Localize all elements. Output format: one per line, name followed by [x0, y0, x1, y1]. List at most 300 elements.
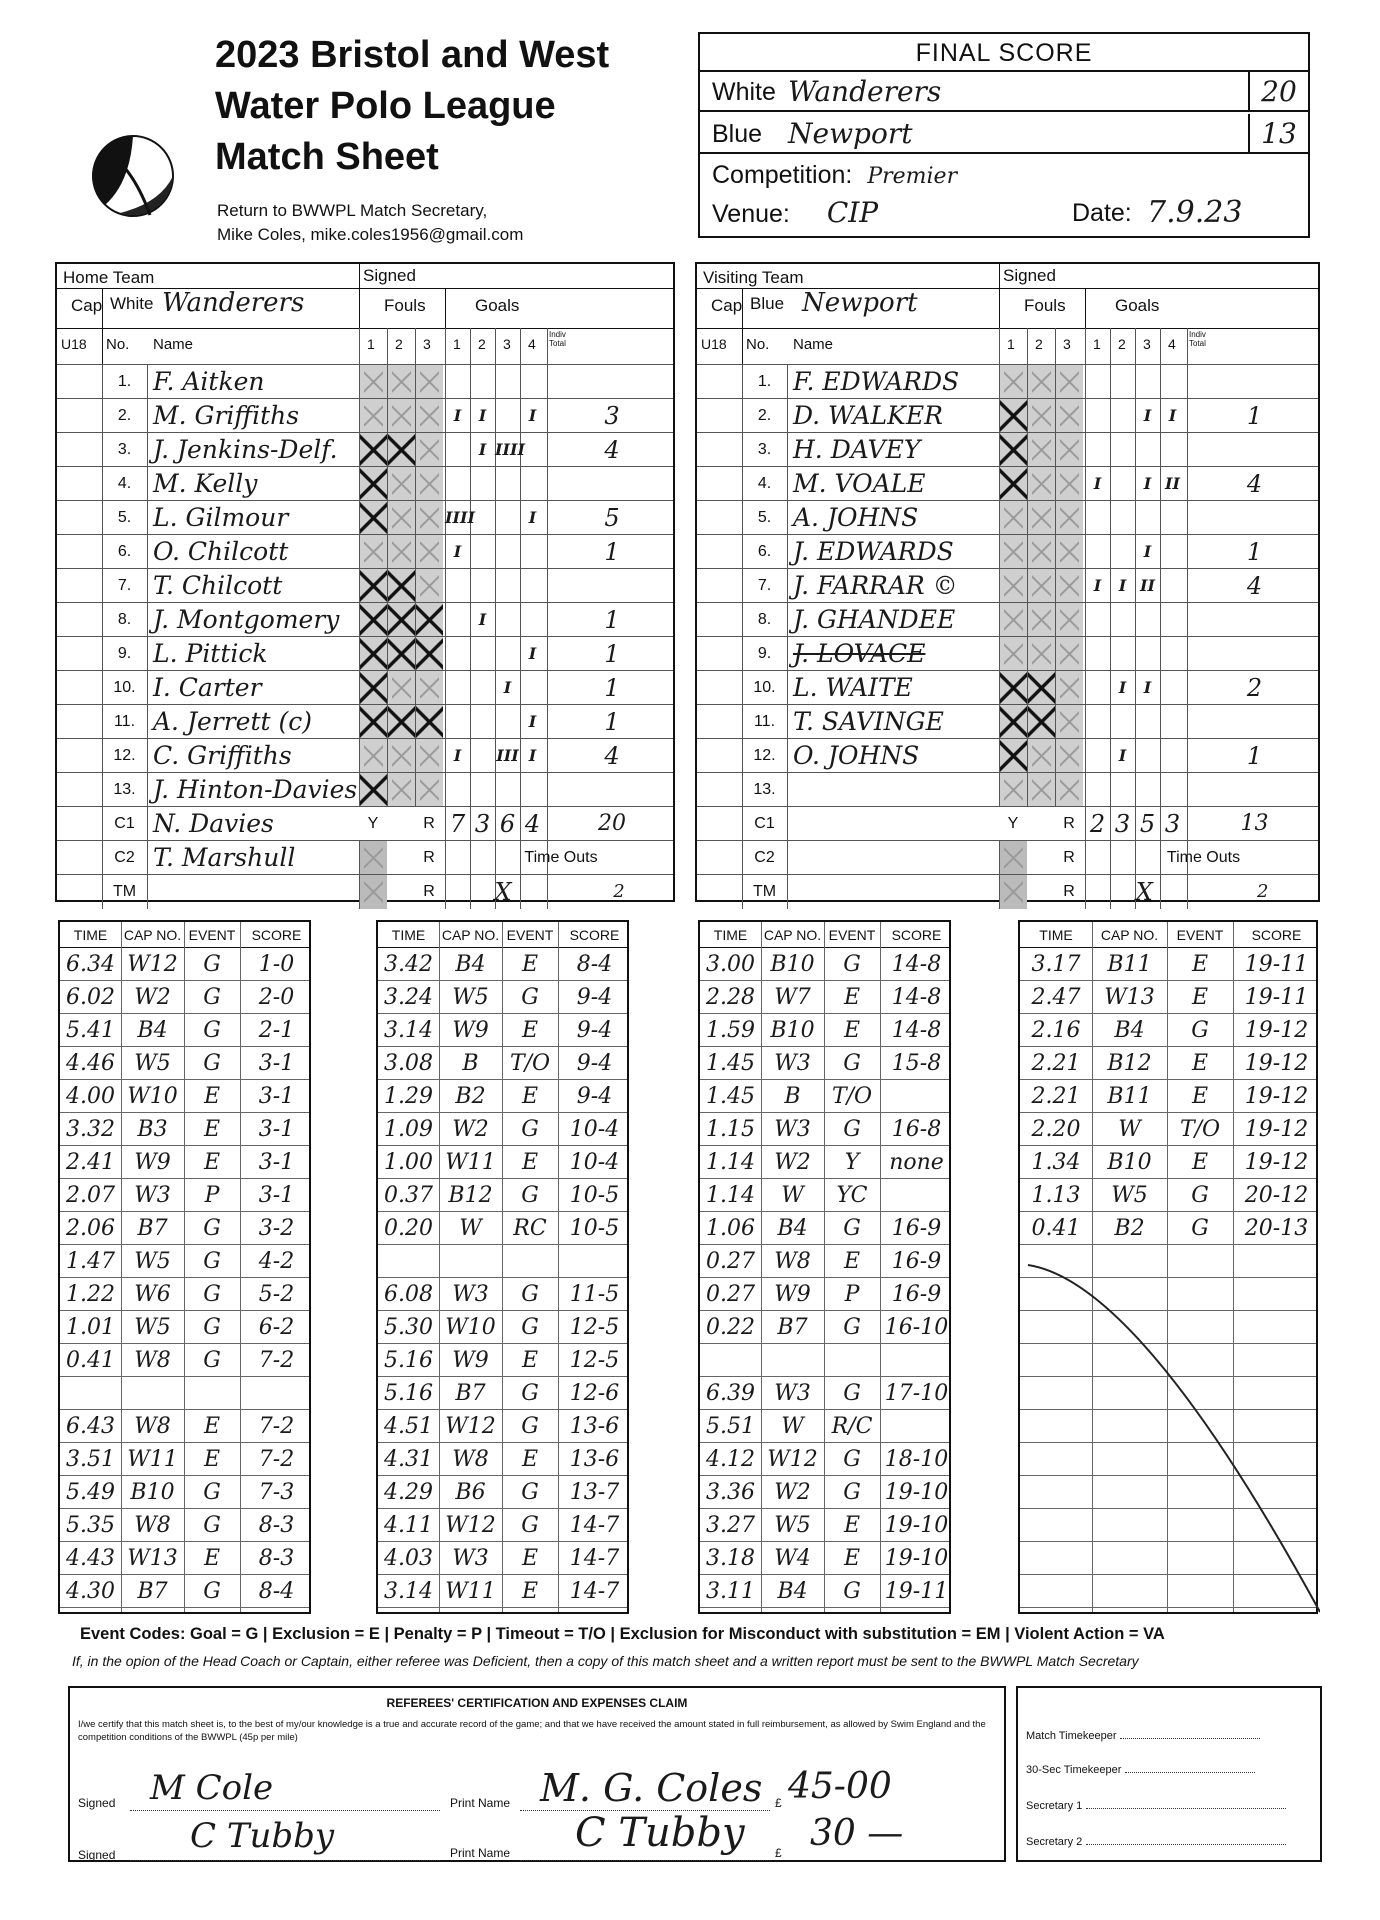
player-name: D. WALKER [793, 401, 943, 430]
date-value: 7.9.23 [1147, 195, 1243, 230]
foul-box [359, 535, 387, 569]
goal-tally: I [1093, 474, 1102, 493]
foul-box [1055, 535, 1083, 569]
foul-box [1027, 637, 1055, 671]
player-row: C1 Y R 2 3 5 3 13 [697, 806, 1318, 840]
player-row: TM R X 2 [57, 874, 673, 908]
event-row: 5.41 B4 G 2-1 [60, 1014, 309, 1047]
player-row [697, 364, 1318, 398]
foul-box [1055, 603, 1083, 637]
water-polo-ball-icon [90, 133, 176, 219]
event-row: 5.35 W8 G 8-3 [60, 1509, 309, 1542]
coach-name: N. Davies [153, 809, 274, 838]
player-name: C. Griffiths [153, 741, 292, 770]
foul-box [387, 773, 415, 807]
away-team-name: Newport [802, 288, 918, 318]
title-line-2: Water Polo League [215, 85, 556, 127]
event-row: 3.32 B3 E 3-1 [60, 1113, 309, 1146]
player-row [57, 534, 673, 568]
foul-box [999, 705, 1027, 739]
foul-box [415, 773, 443, 807]
blue-final-score: 13 [1248, 114, 1308, 154]
player-total: 1 [1246, 538, 1263, 566]
event-row: 6.39 W3 G 17-10 [700, 1377, 949, 1410]
event-row: 5.51 W R/C [700, 1410, 949, 1443]
player-row [57, 772, 673, 806]
player-total: 4 [604, 436, 620, 464]
player-name: J. Hinton-Davies [153, 775, 358, 804]
goal-tally: I [1143, 406, 1152, 425]
foul-box [1027, 705, 1055, 739]
player-name: F. Aitken [153, 367, 265, 396]
player-name: J. Montgomery [153, 605, 340, 634]
player-row [57, 568, 673, 602]
goal-tally: I [528, 644, 537, 663]
player-row [57, 398, 673, 432]
event-row: 2.21 B12 E 19-12 [1020, 1047, 1316, 1080]
event-codes-legend: Event Codes: Goal = G | Exclusion = E | Penalty = P | Timeout = T/O | Exclusion for Misconduct with substitution = EM | Violent Action = VA [80, 1625, 1165, 1643]
foul-box [387, 637, 415, 671]
player-row [697, 636, 1318, 670]
goal-tally: IIII [495, 440, 525, 459]
event-row: 4.46 W5 G 3-1 [60, 1047, 309, 1080]
foul-box [359, 365, 387, 399]
quarter-goals: 5 [1139, 810, 1156, 838]
foul-box [359, 569, 387, 603]
foul-box [387, 365, 415, 399]
event-row: 4.30 B7 G 8-4 [60, 1575, 309, 1608]
event-row: 1.34 B10 E 19-12 [1020, 1146, 1316, 1179]
title-line-3: Match Sheet [215, 136, 439, 178]
player-row [697, 704, 1318, 738]
sheet-title [215, 30, 609, 183]
foul-box [387, 501, 415, 535]
event-row: 1.15 W3 G 16-8 [700, 1113, 949, 1146]
player-number: 8. [757, 611, 772, 628]
player-row: C1 N. Davies Y R 7 3 6 4 20 [57, 806, 673, 840]
event-row: 1.47 W5 G 4-2 [60, 1245, 309, 1278]
player-number: 11. [113, 713, 136, 730]
event-row: 6.08 W3 G 11-5 [378, 1278, 627, 1311]
foul-box [1055, 501, 1083, 535]
player-name: M. Kelly [153, 469, 258, 498]
quarter-goals: 3 [474, 810, 491, 838]
foul-box [1055, 705, 1083, 739]
event-row: 4.43 W13 E 8-3 [60, 1542, 309, 1575]
player-number: 12. [113, 747, 136, 764]
foul-box [999, 773, 1027, 807]
player-row [57, 500, 673, 534]
foul-box [1027, 467, 1055, 501]
event-row: 2.21 B11 E 19-12 [1020, 1080, 1316, 1113]
foul-box [999, 433, 1027, 467]
player-name: M. Griffiths [153, 401, 300, 430]
foul-box [1027, 365, 1055, 399]
player-number: 10. [113, 679, 136, 696]
player-row [57, 738, 673, 772]
player-row [697, 398, 1318, 432]
foul-box [999, 671, 1027, 705]
player-total: 3 [604, 402, 620, 430]
player-total: 1 [604, 606, 620, 634]
event-row: 5.49 B10 G 7-3 [60, 1476, 309, 1509]
player-total: 4 [1246, 572, 1263, 600]
officials-box: Match Timekeeper 30-Sec Timekeeper Secretary 1 Secretary 2 [1016, 1686, 1322, 1862]
final-blue-row: Blue Newport 13 [700, 114, 1308, 154]
player-number: 1. [757, 373, 772, 390]
player-number: 3. [117, 441, 132, 458]
event-row: 3.14 W11 E 14-7 [378, 1575, 627, 1608]
goal-tally: I [478, 610, 487, 629]
foul-box [387, 535, 415, 569]
player-name: L. WAITE [793, 673, 913, 702]
event-row: 2.06 B7 G 3-2 [60, 1212, 309, 1245]
event-row: 1.14 W YC [700, 1179, 949, 1212]
player-number: 12. [753, 747, 776, 764]
event-row: 1.45 B T/O [700, 1080, 949, 1113]
foul-box [1027, 399, 1055, 433]
player-row [697, 602, 1318, 636]
event-row: 6.43 W8 E 7-2 [60, 1410, 309, 1443]
player-row [57, 670, 673, 704]
quarter-goals: 2 [1089, 810, 1106, 838]
player-row [697, 534, 1318, 568]
player-number: 2. [117, 407, 132, 424]
event-row: 3.42 B4 E 8-4 [378, 948, 627, 981]
event-row: 1.45 W3 G 15-8 [700, 1047, 949, 1080]
deficiency-note: If, in the opion of the Head Coach or Captain, either referee was Deficient, then a copy of this match sheet and a written report must be sent to the BWWPL Match Secretary [72, 1653, 1139, 1669]
player-row [697, 466, 1318, 500]
goal-tally: II [1140, 576, 1155, 595]
event-log-header: TIME CAP NO. EVENT SCORE [1020, 922, 1316, 948]
foul-box [415, 365, 443, 399]
foul-box [1027, 739, 1055, 773]
player-number: 13. [753, 781, 776, 798]
player-name: I. Carter [153, 673, 262, 702]
foul-box [359, 433, 387, 467]
foul-box [387, 433, 415, 467]
event-row: 4.29 B6 G 13-7 [378, 1476, 627, 1509]
event-row: 2.41 W9 E 3-1 [60, 1146, 309, 1179]
player-total: 2 [1246, 674, 1263, 702]
player-number: 8. [117, 611, 132, 628]
player-number: 7. [757, 577, 772, 594]
goal-tally: I [1118, 746, 1127, 765]
foul-box [999, 569, 1027, 603]
goal-tally: I [503, 678, 512, 697]
foul-box [415, 433, 443, 467]
player-total: 1 [1246, 742, 1263, 770]
foul-box [415, 671, 443, 705]
return-address: Return to BWWPL Match Secretary, Mike Coles, mike.coles1956@gmail.com [217, 201, 524, 244]
player-name: A. JOHNS [793, 503, 919, 532]
event-row: 1.29 B2 E 9-4 [378, 1080, 627, 1113]
foul-box [1055, 773, 1083, 807]
referee-2-print-name: C Tubby [575, 1810, 745, 1856]
event-row: 0.41 B2 G 20-13 [1020, 1212, 1316, 1245]
white-team-name: Wanderers [788, 75, 942, 108]
venue-row: Venue: CIP Date: 7.9.23 [712, 195, 1243, 230]
player-total: 5 [604, 504, 620, 532]
player-name: J. EDWARDS [793, 537, 954, 566]
foul-box [1055, 467, 1083, 501]
foul-box [359, 399, 387, 433]
quarter-goals: 6 [499, 810, 516, 838]
event-row: 5.30 W10 G 12-5 [378, 1311, 627, 1344]
player-number: 4. [117, 475, 132, 492]
event-row: 3.00 B10 G 14-8 [700, 948, 949, 981]
player-number: 6. [117, 543, 132, 560]
player-total: 1 [1246, 402, 1263, 430]
foul-box [415, 535, 443, 569]
foul-box [1027, 535, 1055, 569]
player-name: L. Gilmour [153, 503, 289, 532]
home-team-panel: Home Team Signed Cap White Wanderers Fouls Goals U18 No. Name 1 2 3 1 2 3 4 Indiv Total 1. F. Aitken 2. M. Griffiths I I I 3 3. J. Jenkins-Delf. I IIII 4 4. M. Kelly 5. L. Gilmour IIII I 5 6. O. Chilcott I 1 7. T. Chilcott 8. J. Montgomery I 1 9. L. Pittick I 1 10. I. Carter I 1 11. A. Jerrett (c) I 1 12. C. Griffiths I III I 4 13. J. Hinton-Davies C1 N. Davies Y R 7 3 6 4 20 C2 T. Marshull R Time Outs TM R X 2 [55, 262, 675, 902]
player-row [697, 738, 1318, 772]
player-number: 11. [753, 713, 776, 730]
goal-tally: I [528, 746, 537, 765]
player-name: T. Chilcott [153, 571, 283, 600]
player-row: C2 T. Marshull R Time Outs [57, 840, 673, 874]
player-row [57, 602, 673, 636]
event-row: 0.37 B12 G 10-5 [378, 1179, 627, 1212]
foul-box [1027, 671, 1055, 705]
referee-1-print-name: M. G. Coles [540, 1766, 763, 1810]
player-name: O. Chilcott [153, 537, 289, 566]
foul-box [387, 739, 415, 773]
foul-box [1027, 773, 1055, 807]
event-row: 1.13 W5 G 20-12 [1020, 1179, 1316, 1212]
player-name: M. VOALE [793, 469, 926, 498]
event-row: 3.17 B11 E 19-11 [1020, 948, 1316, 981]
event-row: 1.06 B4 G 16-9 [700, 1212, 949, 1245]
event-row: 3.08 B T/O 9-4 [378, 1047, 627, 1080]
home-team-name: Wanderers [162, 288, 305, 318]
foul-box [387, 399, 415, 433]
player-name: L. Pittick [153, 639, 268, 668]
player-row [697, 432, 1318, 466]
foul-box [1055, 671, 1083, 705]
event-row: 0.41 W8 G 7-2 [60, 1344, 309, 1377]
goal-tally: I [1143, 678, 1152, 697]
foul-box [415, 501, 443, 535]
player-number: 3. [757, 441, 772, 458]
event-row: 1.22 W6 G 5-2 [60, 1278, 309, 1311]
referee-2-amount: 30 — [810, 1813, 904, 1854]
event-log-header: TIME CAP NO. EVENT SCORE [700, 922, 949, 948]
foul-box [359, 603, 387, 637]
goal-tally: I [1093, 576, 1102, 595]
goal-tally: I [1118, 678, 1127, 697]
event-log-column-3 [698, 920, 951, 1614]
quarter-goals: 3 [1114, 810, 1131, 838]
player-total: 4 [1246, 470, 1263, 498]
goal-tally: I [453, 542, 462, 561]
foul-box [1027, 501, 1055, 535]
event-log-column-2 [376, 920, 629, 1614]
final-score-box [698, 32, 1310, 238]
foul-box [359, 773, 387, 807]
event-row: 5.16 W9 E 12-5 [378, 1344, 627, 1377]
event-row: 1.09 W2 G 10-4 [378, 1113, 627, 1146]
event-row: 0.27 W8 E 16-9 [700, 1245, 949, 1278]
event-row: 3.51 W11 E 7-2 [60, 1443, 309, 1476]
player-name: T. SAVINGE [793, 707, 944, 736]
foul-box [1027, 603, 1055, 637]
goal-tally: II [1165, 474, 1180, 493]
foul-box [999, 501, 1027, 535]
player-row: C2 R Time Outs [697, 840, 1318, 874]
foul-box [415, 467, 443, 501]
foul-box [415, 399, 443, 433]
event-log-column-4 [1018, 920, 1318, 1614]
goal-tally: I [478, 440, 487, 459]
event-row: 4.51 W12 G 13-6 [378, 1410, 627, 1443]
player-number: 9. [117, 645, 132, 662]
player-name: J. Jenkins-Delf. [153, 435, 338, 464]
foul-box [359, 705, 387, 739]
event-row: 3.27 W5 E 19-10 [700, 1509, 949, 1542]
player-number: 2. [757, 407, 772, 424]
final-score-title: FINAL SCORE [700, 34, 1308, 72]
player-number: 10. [753, 679, 776, 696]
event-row: 2.28 W7 E 14-8 [700, 981, 949, 1014]
team-total: 13 [1240, 811, 1269, 836]
final-white-row: White Wanderers 20 [700, 72, 1308, 112]
timeout-2: 2 [1257, 881, 1269, 902]
event-row: 2.47 W13 E 19-11 [1020, 981, 1316, 1014]
player-row [57, 432, 673, 466]
quarter-goals: 4 [524, 810, 541, 838]
foul-box [359, 671, 387, 705]
coach-name: T. Marshull [153, 843, 296, 872]
player-number: 9. [757, 645, 772, 662]
event-row: 1.14 W2 Y none [700, 1146, 949, 1179]
quarter-goals: 7 [449, 810, 466, 838]
event-row: 1.59 B10 E 14-8 [700, 1014, 949, 1047]
event-row: 6.34 W12 G 1-0 [60, 948, 309, 981]
goal-tally: I [1118, 576, 1127, 595]
title-line-1: 2023 Bristol and West [215, 34, 610, 76]
player-number: 4. [757, 475, 772, 492]
goal-tally: I [1168, 406, 1177, 425]
competition-row: Competition: Premier [712, 161, 958, 189]
player-row [697, 670, 1318, 704]
goal-tally: I [1143, 474, 1152, 493]
player-number: 5. [117, 509, 132, 526]
player-total: 1 [604, 708, 620, 736]
event-row: 4.31 W8 E 13-6 [378, 1443, 627, 1476]
event-row: 2.20 W T/O 19-12 [1020, 1113, 1316, 1146]
event-row: 1.00 W11 E 10-4 [378, 1146, 627, 1179]
player-row [57, 364, 673, 398]
foul-box [1055, 637, 1083, 671]
player-row [697, 568, 1318, 602]
timeout-1: X [494, 878, 512, 906]
player-number: 13. [113, 781, 136, 798]
player-name: F. EDWARDS [793, 367, 960, 396]
player-row [57, 466, 673, 500]
foul-box [415, 569, 443, 603]
player-row [57, 704, 673, 738]
player-total: 1 [604, 640, 620, 668]
event-row: 6.02 W2 G 2-0 [60, 981, 309, 1014]
event-row: 0.22 B7 G 16-10 [700, 1311, 949, 1344]
foul-box [359, 637, 387, 671]
foul-box [387, 671, 415, 705]
player-name: O. JOHNS [793, 741, 920, 770]
player-number: 1. [117, 373, 132, 390]
player-total: 1 [604, 674, 620, 702]
player-total: 1 [604, 538, 620, 566]
home-header-label: Home Team [63, 268, 155, 287]
unused-rows-strike [1020, 922, 1320, 1616]
goal-tally: I [1143, 542, 1152, 561]
player-row [57, 636, 673, 670]
goal-tally: III [496, 746, 519, 765]
foul-box [387, 603, 415, 637]
event-row: 0.27 W9 P 16-9 [700, 1278, 949, 1311]
foul-box [999, 603, 1027, 637]
event-row: 3.11 B4 G 19-11 [700, 1575, 949, 1608]
event-row: 4.11 W12 G 14-7 [378, 1509, 627, 1542]
event-row: 3.24 W5 G 9-4 [378, 981, 627, 1014]
player-number: 5. [757, 509, 772, 526]
referee-1-signature: M Cole [150, 1768, 274, 1808]
player-name: A. Jerrett (c) [153, 707, 313, 736]
foul-box [999, 739, 1027, 773]
event-row: 3.36 W2 G 19-10 [700, 1476, 949, 1509]
event-row: 4.12 W12 G 18-10 [700, 1443, 949, 1476]
away-header-label: Visiting Team [703, 268, 804, 287]
foul-box [999, 637, 1027, 671]
referee-2-signature: C Tubby [190, 1816, 335, 1856]
goal-tally: I [453, 746, 462, 765]
venue-value: CIP [826, 196, 879, 229]
player-number: 6. [757, 543, 772, 560]
foul-box [999, 467, 1027, 501]
player-number: 7. [117, 577, 132, 594]
foul-box [1055, 433, 1083, 467]
referee-certification: REFEREES' CERTIFICATION AND EXPENSES CLAIM I/we certify that this match sheet is, to the best of my/our knowledge is a true and accurate record of the game; and that we have received the amount stated in full reimbursement, as allowed by Swim England and the competition conditions of the BWWPL (45p per mile) Signed M Cole Print Name M. G. Coles £ 45-00 Signed C Tubby Print Name C Tubby £ 30 — [68, 1686, 1006, 1862]
event-row: 5.16 B7 G 12-6 [378, 1377, 627, 1410]
event-log-header: TIME CAP NO. EVENT SCORE [60, 922, 309, 948]
event-row: 2.16 B4 G 19-12 [1020, 1014, 1316, 1047]
foul-box [415, 739, 443, 773]
player-name: J. LOVACE [793, 639, 926, 668]
event-row: 3.14 W9 E 9-4 [378, 1014, 627, 1047]
foul-box [999, 535, 1027, 569]
timeout-1: X [1135, 878, 1153, 906]
white-final-score: 20 [1248, 72, 1308, 112]
player-name: J. FARRAR © [793, 571, 958, 600]
foul-box [999, 399, 1027, 433]
foul-box [415, 637, 443, 671]
player-name: H. DAVEY [793, 435, 921, 464]
timeout-2: 2 [613, 881, 625, 902]
goal-tally: I [528, 406, 537, 425]
competition-value: Premier [867, 164, 958, 189]
player-name: J. GHANDEE [793, 605, 956, 634]
event-row: 4.00 W10 E 3-1 [60, 1080, 309, 1113]
player-row [697, 500, 1318, 534]
foul-box [359, 467, 387, 501]
foul-box [359, 739, 387, 773]
foul-box [1055, 365, 1083, 399]
goal-tally: I [528, 712, 537, 731]
foul-box [1027, 433, 1055, 467]
event-row: 2.07 W3 P 3-1 [60, 1179, 309, 1212]
